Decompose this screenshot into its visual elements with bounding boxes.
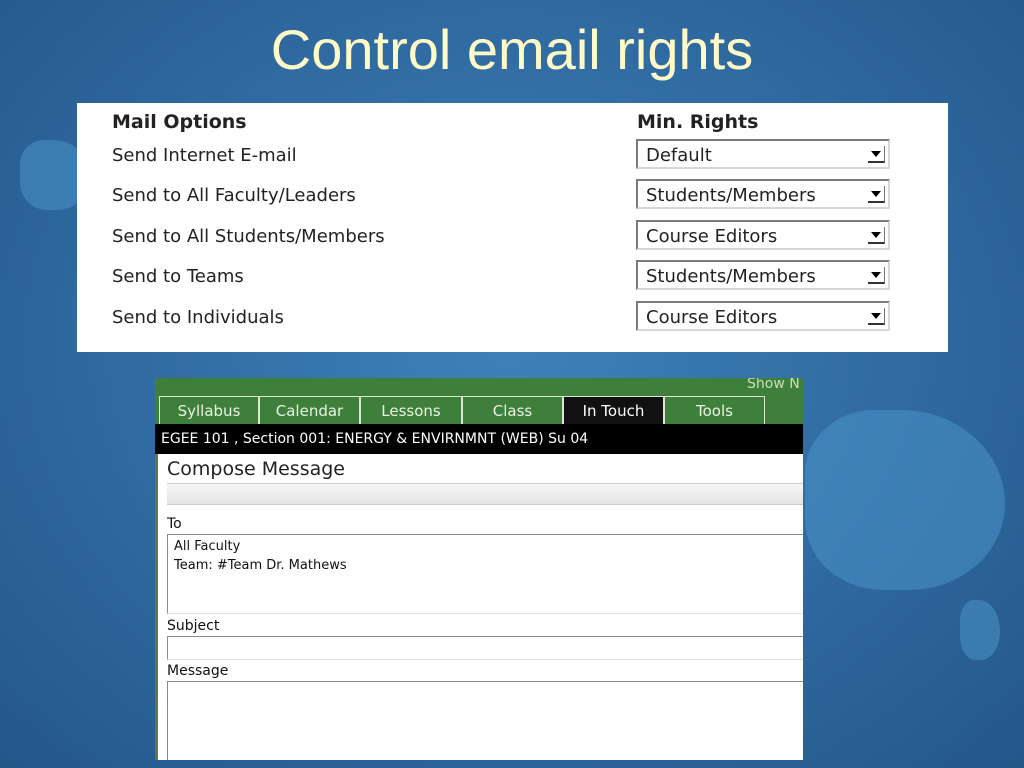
subject-input[interactable] [167,636,803,660]
select-value: Students/Members [646,185,816,206]
tab-in-touch[interactable]: In Touch [563,396,664,424]
to-field[interactable] [167,534,803,614]
select-value: Default [646,145,712,166]
tab-syllabus[interactable]: Syllabus [159,396,259,424]
dropdown-arrow-icon[interactable] [868,146,885,163]
to-recipient: Team: #Team Dr. Mathews [174,558,347,573]
min-rights-select[interactable] [636,139,890,169]
dropdown-arrow-icon[interactable] [868,267,885,284]
mail-options-header: Mail Options [112,111,247,133]
mail-option-label: Send to All Students/Members [112,226,385,247]
to-recipient: All Faculty [174,539,241,554]
compose-toolbar [167,483,803,505]
mail-option-label: Send to All Faculty/Leaders [112,185,356,206]
message-label: Message [167,663,229,679]
left-edge [155,424,158,760]
mail-option-label: Send Internet E-mail [112,145,297,166]
course-title-bar: EGEE 101 , Section 001: ENERGY & ENVIRNMNT (WEB) Su 04 [155,424,803,454]
dropdown-arrow-icon[interactable] [868,227,885,244]
background-landmass [960,600,1000,660]
mail-option-label: Send to Individuals [112,307,284,328]
show-link[interactable]: Show N [747,378,800,392]
lms-compose-screenshot [155,378,803,760]
tab-tools[interactable]: Tools [664,396,765,424]
min-rights-select[interactable] [636,301,890,331]
subject-label: Subject [167,618,220,634]
select-value: Students/Members [646,266,816,287]
slide-title: Control email rights [270,18,754,81]
background-landmass [805,410,1005,590]
tab-calendar[interactable]: Calendar [259,396,360,424]
min-rights-select[interactable] [636,179,890,209]
min-rights-select[interactable] [636,220,890,250]
min-rights-select[interactable] [636,260,890,290]
min-rights-header: Min. Rights [637,111,759,133]
dropdown-arrow-icon[interactable] [868,186,885,203]
mail-option-label: Send to Teams [112,266,244,287]
select-value: Course Editors [646,307,778,328]
tab-lessons[interactable]: Lessons [360,396,462,424]
mail-options-panel [77,103,948,352]
dropdown-arrow-icon[interactable] [868,308,885,325]
to-label: To [167,516,182,532]
select-value: Course Editors [646,226,778,247]
tab-class[interactable]: Class [462,396,563,424]
message-textarea[interactable] [167,681,803,760]
compose-title: Compose Message [167,458,345,480]
